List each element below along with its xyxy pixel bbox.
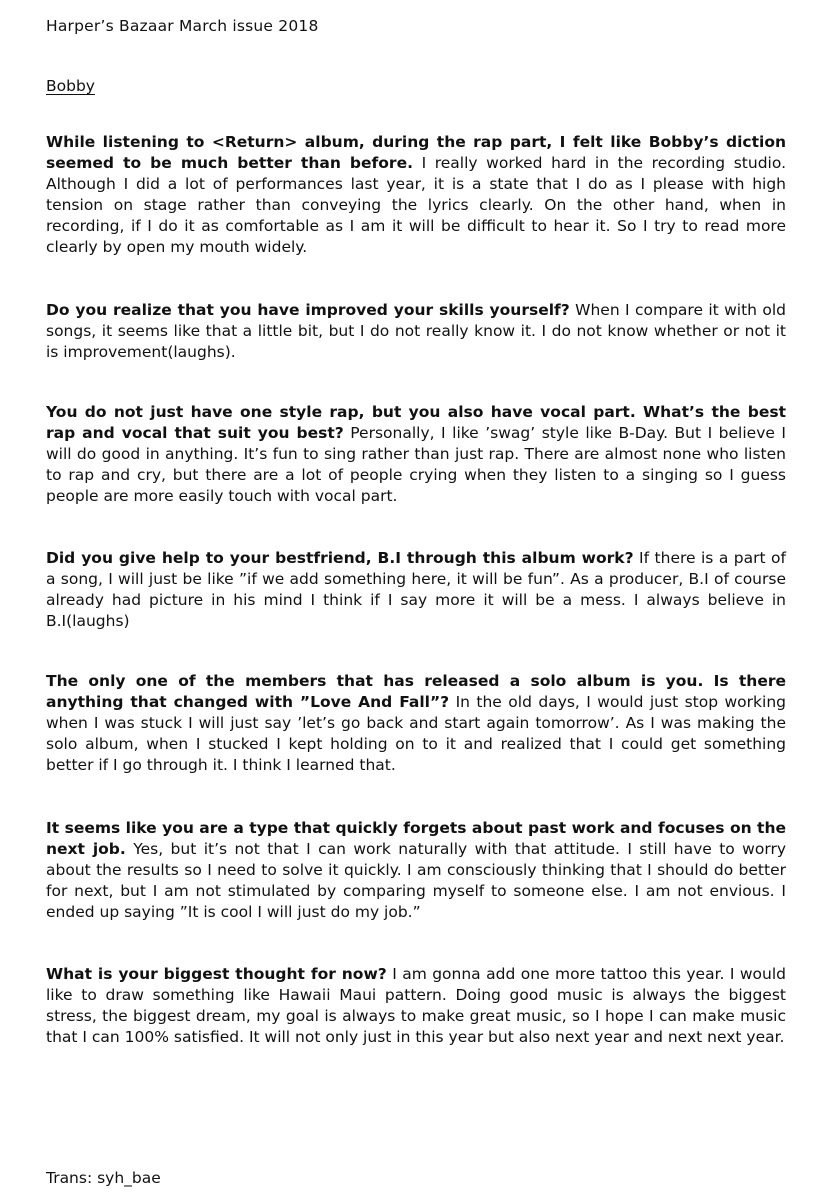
answer-3: Personally, I like ’swag’ style like B-Day. But I believe I will do good in anything. It’s fun to sing rather than just rap. There are almost none who listen to rap and cry, but there are a lot of people crying when they listen to a singing so I guess people are more easily touch with vocal part. (46, 424, 786, 505)
qa-block-1 (46, 132, 786, 258)
question-1: While listening to <Return> album, during the rap part, I felt like Bobby’s diction seemed to be much better than before. (46, 133, 786, 172)
qa-block-6 (46, 818, 786, 923)
qa-block-2 (46, 300, 786, 363)
question-3: You do not just have one style rap, but you also have vocal part. What’s the best rap and vocal that suit you best? (46, 403, 786, 442)
answer-2: When I compare it with old songs, it seems like that a little bit, but I do not really know it. I do not know whether or not it is improvement(laughs). (46, 301, 787, 361)
translator-credit: Trans: syh_bae (46, 1169, 161, 1187)
qa-block-7 (46, 964, 786, 1048)
magazine-title: Harper’s Bazaar March issue 2018 (46, 17, 319, 35)
answer-7: I am gonna add one more tattoo this year. I would like to draw something like Hawaii Maui pattern. Doing good music is always the biggest stress, the biggest dream, my goal is always to make great music, so I hope I can make music that I can 100% satisfied. It will not only just in this year but also next year and next next year. (46, 965, 786, 1046)
answer-5: In the old days, I would just stop working when I was stuck I will just say ’let’s go back and start again tomorrow’. As I was making the solo album, when I stucked I kept holding on to it and realized that I could get something better if I go through it. I think I learned that. (46, 693, 786, 774)
answer-1: I really worked hard in the recording studio. Although I did a lot of performances last year, it is a state that I do as I please with high tension on stage rather than conveying the lyrics clearly. On the other hand, when in recording, if I do it as comfortable as I am it will be difficult to hear it. So I try to read more clearly by open my mouth widely. (46, 154, 786, 256)
qa-block-3 (46, 402, 786, 507)
question-5: The only one of the members that has released a solo album is you. Is there anything that changed with ”Love And Fall”? (46, 672, 786, 711)
question-2: Do you realize that you have improved your skills yourself? (46, 301, 570, 319)
qa-block-5 (46, 671, 786, 776)
question-4: Did you give help to your bestfriend, B.I through this album work? (46, 549, 634, 567)
question-6: It seems like you are a type that quickly forgets about past work and focuses on the next job. (46, 819, 786, 858)
answer-4: If there is a part of a song, I will just be like ”if we add something here, it will be fun”. As a producer, B.I of course already had picture in his mind I think if I say more it will be a mess. I always believe in B.I(laughs) (46, 549, 786, 630)
answer-6: Yes, but it’s not that I can work naturally with that attitude. I still have to worry about the results so I need to solve it quickly. I am consciously thinking that I should do better for next, but I am not stimulated by comparing myself to someone else. I am not envious. I ended up saying ”It is cool I will just do my job.” (46, 840, 786, 921)
question-7: What is your biggest thought for now? (46, 965, 387, 983)
section-heading: Bobby (46, 77, 95, 95)
qa-block-4 (46, 548, 786, 632)
